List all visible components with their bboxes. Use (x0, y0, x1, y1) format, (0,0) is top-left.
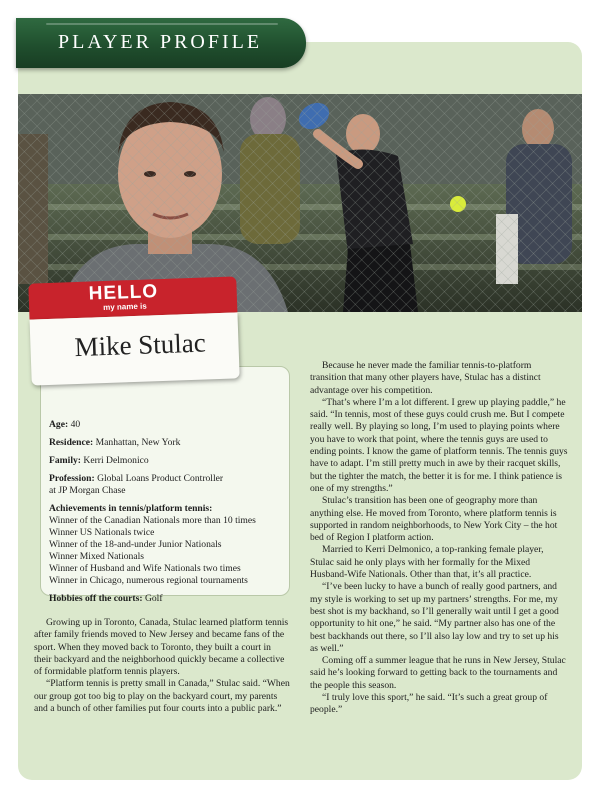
residence-value: Manhattan, New York (95, 437, 181, 448)
achievements-list (49, 515, 289, 587)
profession-line (49, 473, 289, 497)
article-paragraph: Married to Kerri Delmonico, a top-ranking female player, Stulac said he only plays with her formally for the Mixed Husband-Wife Nationals. Other than that, it’s all practice. (310, 544, 544, 581)
achievement-item: Winner US Nationals twice (49, 527, 155, 538)
article-paragraph: “Platform tennis is pretty small in Canada,” Stulac said. “When our group got too big to play on the backyard court, my parents and a bunch of other families put four courts into a public park.” (34, 678, 290, 715)
article-right-column (310, 360, 568, 717)
player-photo (18, 94, 582, 312)
article-paragraph: Coming off a summer league that he runs in New Jersey, Stulac said he’s looking forward to getting back to the tournaments and the people this season. (310, 655, 566, 691)
profession-label: Profession: (49, 473, 95, 484)
age-label: Age: (49, 419, 69, 430)
article-paragraph: “I truly love this sport,” he said. “It’s such a great group of people.” (310, 692, 548, 716)
profession-value-cont: at JP Morgan Chase (49, 485, 126, 496)
hobbies-line (49, 593, 289, 605)
achievement-item: Winner of the Canadian Nationals more than 10 times (49, 515, 256, 526)
achievement-item: Winner in Chicago, numerous regional tournaments (49, 575, 248, 586)
achievements-label: Achievements in tennis/platform tennis: (49, 503, 213, 514)
player-name: Mike Stulac (74, 327, 207, 363)
achievement-item: Winner of Husband and Wife Nationals two times (49, 563, 241, 574)
section-title: PLAYER PROFILE (58, 31, 263, 53)
article-paragraph: “I’ve been lucky to have a bunch of really good partners, and my style is working to set up my partners’ strengths. For me, my best shot is my backhand, so I’ll generally wait until I get a good opportunity to hit one,” he said. “My partner also has one of the best backhands out there, so I’ll also lay low and try to set up his as well.” (310, 581, 559, 654)
player-info-content (49, 419, 289, 611)
name-tag-hello: HELLO (88, 281, 159, 305)
age-value: 40 (70, 419, 81, 430)
age-line (49, 419, 289, 431)
profession-value: Global Loans Product Controller (97, 473, 224, 484)
player-info-box (40, 366, 290, 604)
family-line (49, 455, 289, 467)
article-paragraph: Growing up in Toronto, Canada, Stulac learned platform tennis after family friends moved to New Jersey and became fans of the sport. When they moved back to Toronto, they built a court in their backyard and the neighborhood quickly became a collective of formidable platform tennis players. (34, 617, 289, 678)
article-paragraph: “That’s where I’m a lot different. I grew up playing paddle,” he said. “In tennis, most of these guys could crush me. But I compete really well. By playing so long, I’m used to playing points where you have to work that point, where the tennis guys are used to ending points. I know the game of platform tennis. The tennis guys have to adapt. I’m still pretty much in awe by their racquet skills, but the tighter the match, the better it is for me. I think patience is one of my strengths.” (310, 396, 568, 494)
achievement-item: Winner Mixed Nationals (49, 551, 144, 562)
name-tag-body (30, 312, 240, 385)
achievement-item: Winner of the 18-and-under Junior Nationals (49, 539, 222, 550)
article-paragraph: Because he never made the familiar tennis-to-platform transition that many other players have, Stulac has a distinct advantage over his competition. (310, 360, 541, 396)
article-left-column (34, 617, 290, 715)
family-value: Kerri Delmonico (83, 455, 149, 466)
article-paragraph: Stulac’s transition has been one of geography more than anything else. He moved from Toronto, where platform tennis is supported in random neighborhoods, to New York City – the hot bed of Region I platform action. (310, 495, 558, 544)
section-header-tab (16, 18, 306, 68)
residence-label: Residence: (49, 437, 94, 448)
hello-name-tag (28, 276, 239, 385)
family-label: Family: (49, 455, 81, 466)
hobbies-value: Golf (144, 593, 163, 604)
hobbies-label: Hobbies off the courts: (49, 593, 143, 604)
residence-line (49, 437, 289, 449)
name-tag-subtitle: my name is (103, 301, 147, 313)
